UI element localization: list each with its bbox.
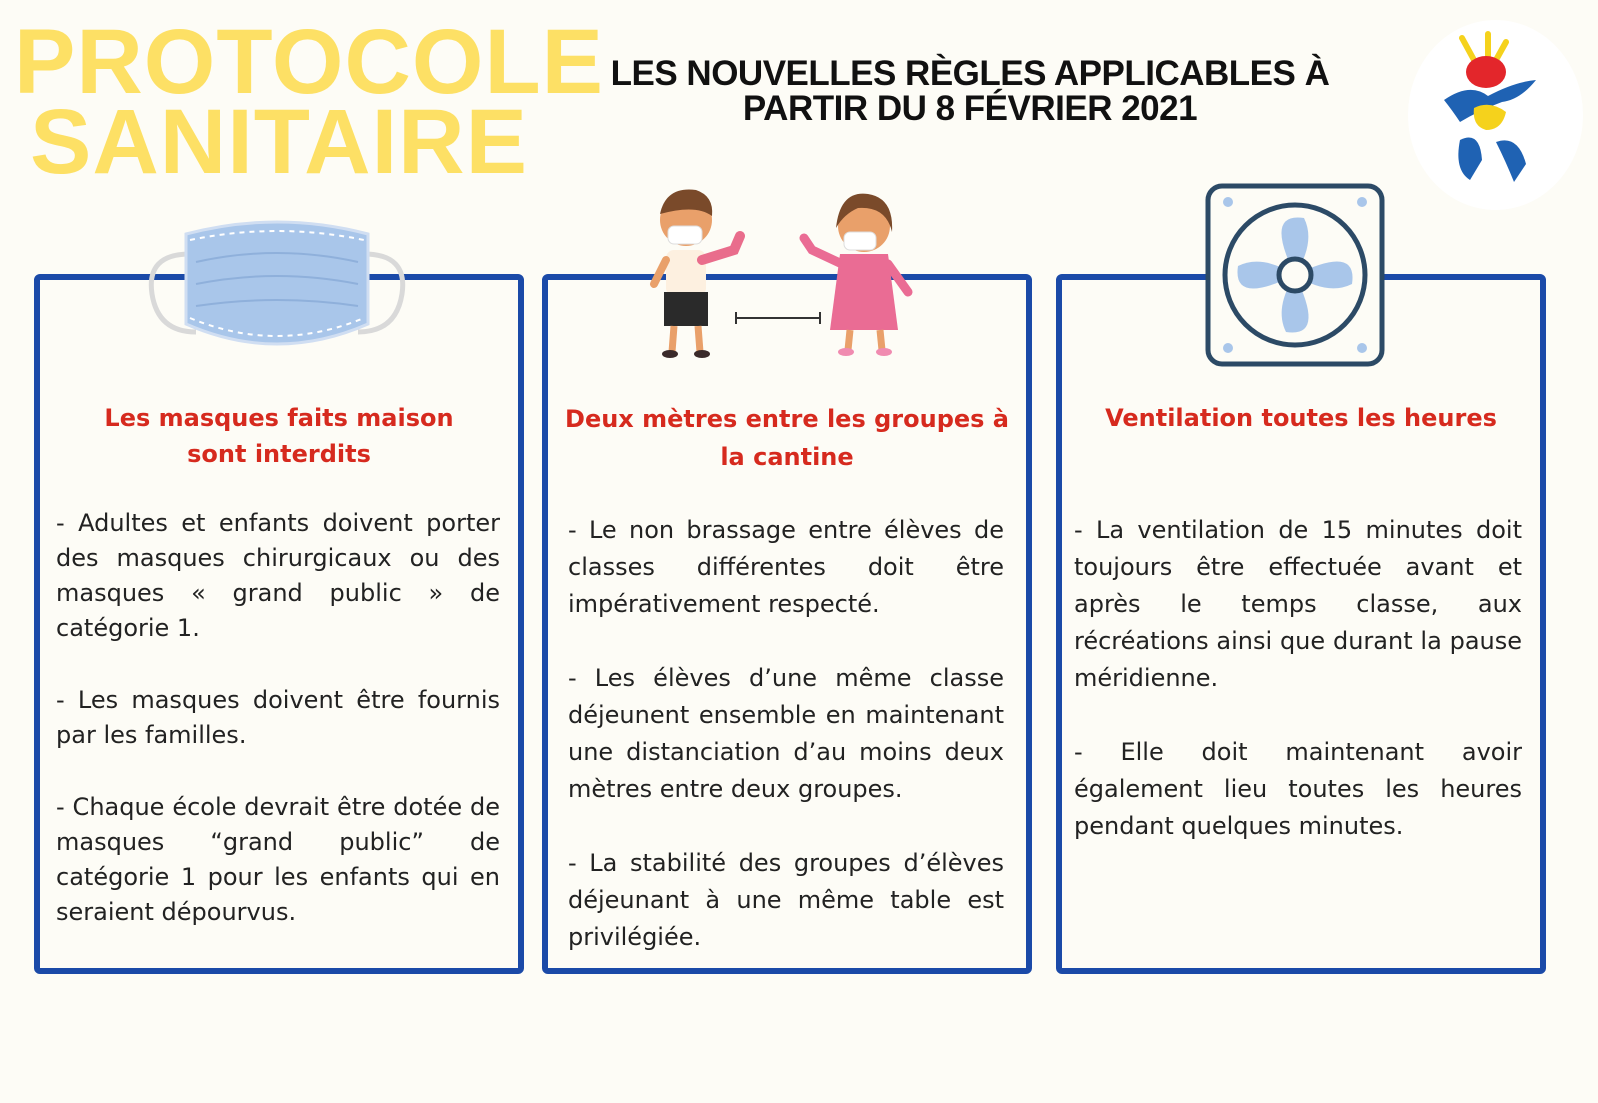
card-heading-line-2: sont interdits — [187, 440, 371, 468]
card-heading — [548, 400, 1026, 476]
poster-subtitle — [580, 56, 1360, 126]
poster-title — [14, 11, 605, 193]
subtitle-line-1: LES NOUVELLES RÈGLES APPLICABLES À — [610, 54, 1330, 93]
card-paragraph: - Chaque école devrait être dotée de masques “grand public” de catégorie 1 pour les enfants qui en seraient dépourvus. — [56, 793, 500, 926]
card-paragraph: - Le non brassage entre élèves de classes différentes doit être impérativement respecté. — [568, 516, 1004, 618]
card-heading-line-1: Ventilation toutes les heures — [1105, 404, 1497, 432]
card-heading — [1062, 400, 1540, 436]
card-heading-line-1: Les masques faits maison — [104, 404, 454, 432]
card-paragraph: - Les élèves d’une même classe déjeunent ensemble en maintenant une distanciation d’au moins deux mètres entre deux groupes. — [568, 664, 1004, 803]
card-paragraph: - La ventilation de 15 minutes doit toujours être effectuée avant et après le temps classe, aux récréations ainsi que durant la pause méridienne. — [1074, 516, 1522, 692]
school-logo-icon — [1440, 30, 1560, 190]
card-body — [1074, 512, 1522, 882]
surgical-mask-icon — [146, 214, 408, 360]
card-body — [56, 506, 500, 967]
children-distancing-icon — [636, 180, 936, 360]
card-cantine — [542, 274, 1032, 974]
card-paragraph: - La stabilité des groupes d’élèves déjeunant à une même table est privilégiée. — [568, 849, 1004, 951]
boy-figure — [654, 190, 740, 359]
card-paragraph: - Adultes et enfants doivent porter des masques chirurgicaux ou des masques « grand public » de catégorie 1. — [56, 509, 500, 642]
title-line-2: SANITAIRE — [30, 91, 528, 193]
ventilation-fan-icon — [1204, 182, 1386, 368]
card-paragraph: - Les masques doivent être fournis par les familles. — [56, 686, 500, 749]
card-ventilation — [1056, 274, 1546, 974]
card-masks — [34, 274, 524, 974]
subtitle-line-2: PARTIR DU 8 FÉVRIER 2021 — [742, 89, 1198, 128]
card-heading — [40, 400, 518, 472]
girl-figure — [804, 194, 908, 356]
card-heading-line-1: Deux mètres entre les groupes à — [565, 405, 1009, 433]
card-body — [568, 512, 1004, 993]
card-paragraph: - Elle doit maintenant avoir également lieu toutes les heures pendant quelques minutes. — [1074, 738, 1522, 840]
card-heading-line-2: la cantine — [720, 443, 854, 471]
title-line-1: PROTOCOLE — [14, 11, 605, 113]
